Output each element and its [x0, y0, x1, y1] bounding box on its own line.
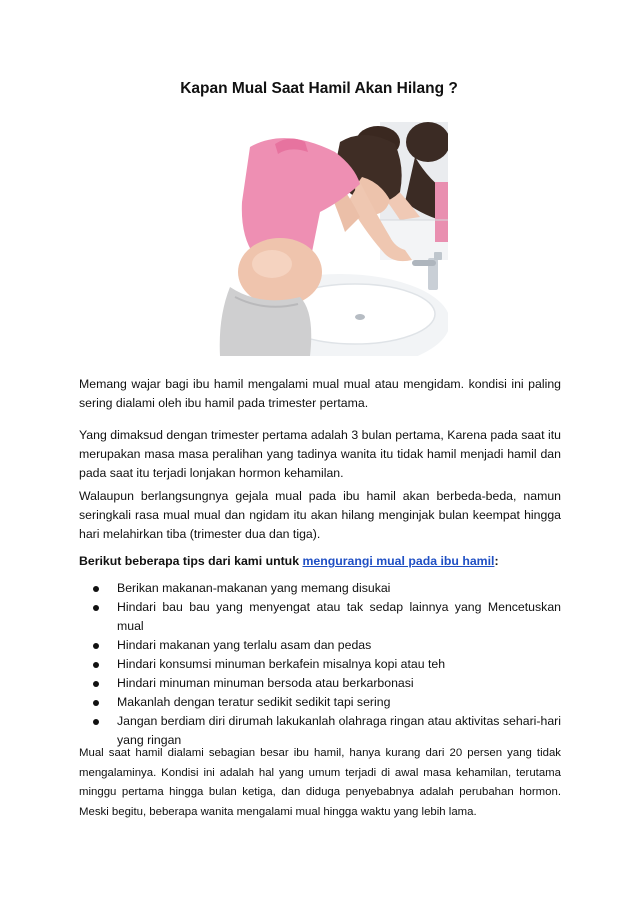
list-item-text: Hindari bau bau yang menyengat atau tak sedap lainnya yang Mencetuskan mual [117, 600, 561, 633]
tips-list [79, 579, 561, 750]
bullet-icon [93, 700, 99, 706]
nausea-tips-link[interactable]: mengurangi mual pada ibu hamil [302, 554, 495, 568]
page-title: Kapan Mual Saat Hamil Akan Hilang ? [180, 80, 458, 97]
bullet-icon [93, 681, 99, 687]
list-item [79, 693, 561, 712]
list-item [79, 579, 561, 598]
list-item-text: Berikan makanan-makanan yang memang disukai [117, 581, 391, 595]
list-item [79, 598, 561, 636]
bullet-icon [93, 586, 99, 592]
bullet-icon [93, 643, 99, 649]
list-item-text: Hindari makanan yang terlalu asam dan pedas [117, 638, 372, 652]
pregnant-woman-photo [190, 122, 448, 356]
list-item-text: Makanlah dengan teratur sedikit sedikit tapi sering [117, 695, 391, 709]
list-item-text: Jangan berdiam diri dirumah lakukanlah olahraga ringan atau aktivitas sehari-hari yang ringan [117, 714, 561, 747]
paragraph-intro: Memang wajar bagi ibu hamil mengalami mual mual atau mengidam. kondisi ini paling sering dialami oleh ibu hamil pada trimester pertama. [79, 377, 561, 410]
list-item-text: Hindari konsumsi minuman berkafein misalnya kopi atau teh [117, 657, 446, 671]
paragraph-symptoms: Walaupun berlangsungnya gejala mual pada ibu hamil akan berbeda-beda, namun seringkali rasa mual mual dan ngidam itu akan hilang menginjak bulan keempat hingga hari melahirkan tiba (trimester dua dan tiga). [79, 489, 561, 541]
list-item [79, 636, 561, 655]
bullet-icon [93, 719, 99, 725]
bullet-icon [93, 605, 99, 611]
paragraph-trimester: Yang dimaksud dengan trimester pertama adalah 3 bulan pertama, Karena pada saat itu merupakan masa masa peralihan yang tadinya wanita itu tidak hamil menjadi hamil dan pada saat itu terjadi lonjakan hormon kehamilan. [79, 428, 561, 480]
list-item [79, 674, 561, 693]
bullet-icon [93, 662, 99, 668]
list-item-text: Hindari minuman minuman bersoda atau berkarbonasi [117, 676, 414, 690]
tips-heading [79, 552, 561, 571]
tips-heading-suffix: : [494, 554, 499, 568]
list-item [79, 655, 561, 674]
paragraph-conclusion: Mual saat hamil dialami sebagian besar ibu hamil, hanya kurang dari 20 persen yang tidak mengalaminya. Kondisi ini adalah hal yang umum terjadi di awal masa kehamilan, terutama minggu pertama hingga bulan ketiga, dan diduga penyebabnya adalah perubahan hormon. Meski begitu, beberapa wanita mengalami mual hingga waktu yang lebih lama. [79, 747, 561, 818]
tips-heading-prefix: Berikut beberapa tips dari kami untuk [79, 554, 303, 568]
